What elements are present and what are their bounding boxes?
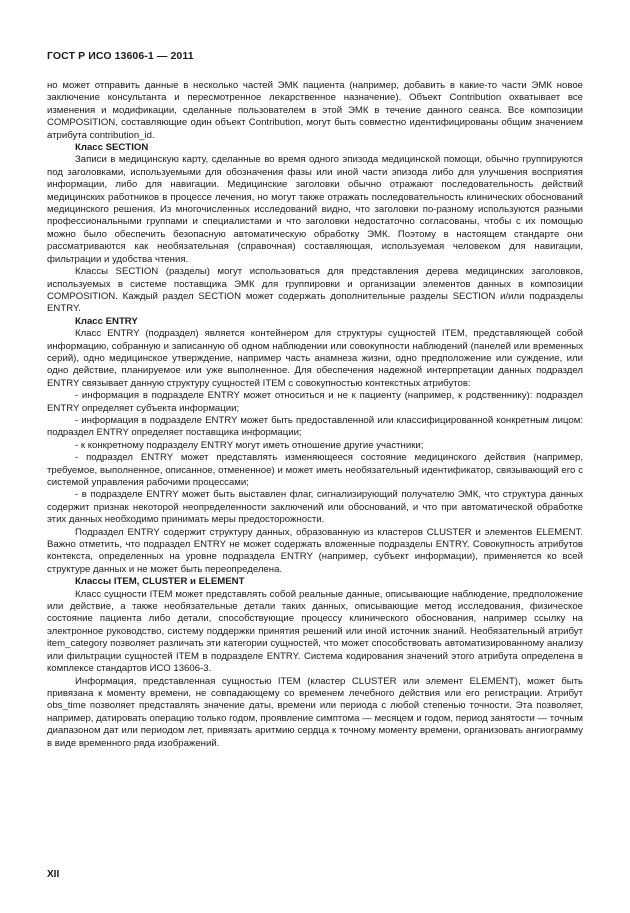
page-number: XII — [47, 869, 60, 880]
paragraph-entry-intro: Класс ENTRY (подраздел) является контейнером для структуры сущностей ITEM, представляющей собой информацию, собранную и записанную об одном наблюдении или совокупности наблюдений (панелей или временных серий), одно медицинское утверждение, например часть анамнеза жизни, одно предположение или суждение, или одно действие, планируемое или уже выполненное. Для обеспечения надежной интерпретации данных подраздел ENTRY связывает данную структуру сущностей ITEM с совокупностью контекстных атрибутов: — [47, 328, 583, 389]
heading-entry-class: Класс ENTRY — [75, 315, 138, 327]
list-item-action-state: - подраздел ENTRY может представлять изменяющееся состояние медицинского действия (например, требуемое, выполненное, описанное, отмененное) и может иметь необязательный идентификатор, связывающий его с системой управления рабочими процессами; — [47, 452, 583, 488]
list-item-subject: - информация в подразделе ENTRY может относиться и не к пациенту (например, к родственнику): подраздел ENTRY определяет субъекта информации; — [47, 390, 583, 414]
paragraph-contribution: но может отправить данные в несколько частей ЭМК пациента (например, добавить в какие-то части ЭМК новое заключение консультанта и пересмотренное лекарственное назначение). Объект Contribution охватывает все изменения и модификации, сделанные пользователем в этой ЭМК в течение данного сеанса. Все композиции COMPOSITION, составляющие один объект Contribution, могут быть совместно идентифицированы общим значением атрибута contribution_id. — [47, 80, 583, 141]
paragraph-entry-structure: Подраздел ENTRY содержит структуру данных, образованную из кластеров CLUSTER и элементов ELEMENT. Важно отметить, что подраздел ENTRY не может содержать вложенные подразделы ENTRY. Совокупность атрибутов контекста, определенных на уровне подраздела ENTRY (например, субъект информации), применяется ко всей структуре данных и не может быть переопределена. — [47, 526, 583, 575]
list-item-participants: - к конкретному подразделу ENTRY могут иметь отношение другие участники; — [75, 439, 424, 451]
document-header: ГОСТ Р ИСО 13606-1 — 2011 — [47, 50, 194, 62]
paragraph-section-classes: Классы SECTION (разделы) могут использоваться для представления дерева медицинских заголовков, используемых в системе поставщика ЭМК для группировки и организации элементов данных в композиции COMPOSITION. Каждый раздел SECTION может содержать дополнительные разделы SECTION и/или подразделы ENTRY. — [47, 266, 583, 315]
document-body — [47, 80, 583, 750]
heading-section-class: Класс SECTION — [75, 142, 149, 154]
list-item-provider: - информация в подразделе ENTRY может быть предоставленной или классифицированной конкретным лицом: подраздел ENTRY определяет поставщика информации; — [47, 414, 583, 439]
paragraph-item-class: Класс сущности ITEM может представлять собой реальные данные, описывающие наблюдение, предположение или действие, а также необязательные детали таких данных, описывающие метод исследования, физическое состояние пациента либо детали, способствующие процессу клинического обоснования, например ссылку на электронное руководство, систему поддержки принятия решений или иной источник знаний. Необязательный атрибут item_category позволяет различать эти категории сущностей, что может способствовать автоматизированному анализу или фильтрации сущностей ITEM в подразделе ENTRY. Система кодирования значений этого атрибута определена в комплексе стандартов ИСО 13606-3. — [47, 588, 583, 675]
paragraph-obs-time: Информация, представленная сущностью ITEM (кластер CLUSTER или элемент ELEMENT), может быть привязана к моменту времени, не совпадающему со временем лечебного действия или его регистрации. Атрибут obs_time позволяет представлять значение даты, времени или периода с любой степенью точности. Эта позволяет, например, датировать операцию только годом, проявление симптома — месяцем и годом, период занятости — точным диапазоном дат или периодом лет, привязать аритмию сердца к точному моменту времени, организовать ангиограмму в виде временного ряда изображений. — [47, 675, 583, 749]
paragraph-section-intro: Записи в медицинскую карту, сделанные во время одного эпизода медицинской помощи, обычно группируются под заголовками, используемыми для обозначения фазы или иной части эпизода либо для улучшения восприятия информации, либо для навигации. Медицинские заголовки обычно отражают последовательность действий медицинских работников в процессе лечения, но могут также отражать последовательность клинических обоснований медицинского решения. Из многочисленных исследований видно, что заголовки по-разному используются разными профессиональными группами и специалистами и что заголовки недостаточно согласованы, чтобы с их помощью можно было обеспечить безопасную автоматическую обработку ЭМК. Поэтому в настоящем стандарте они рассматриваются как необязательная (справочная) составляющая, используемая человеком для навигации, фильтрации и удобства чтения. — [47, 154, 583, 265]
list-item-uncertainty-flag: - в подразделе ENTRY может быть выставлен флаг, сигнализирующий получателю ЭМК, что структура данных содержит признак некоторой неопределенности заключений или обоснований, и что при автоматической обработке этих данных необходимо принимать меры предосторожности. — [47, 489, 583, 526]
heading-item-classes: Классы ITEM, CLUSTER и ELEMENT — [75, 576, 245, 588]
